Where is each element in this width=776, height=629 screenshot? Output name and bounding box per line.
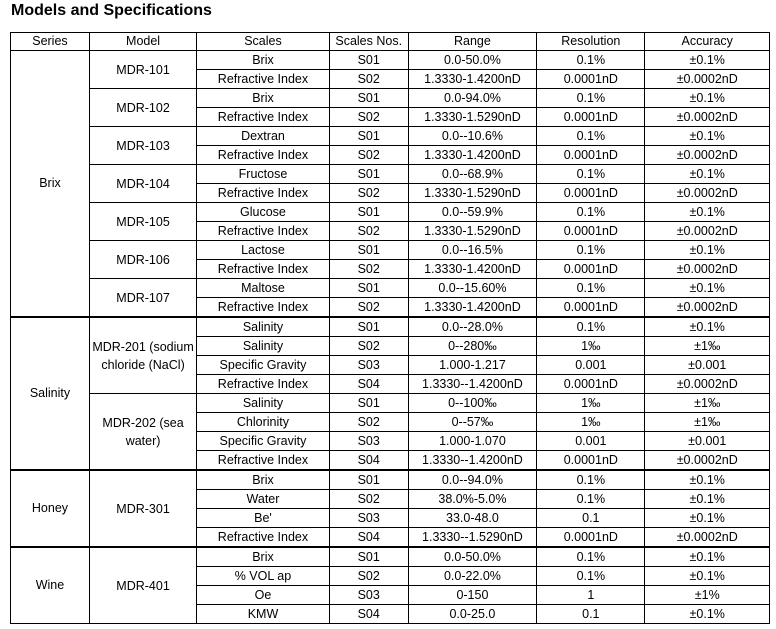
model-cell: MDR-301 <box>89 470 196 547</box>
scale-no-cell: S01 <box>329 394 408 413</box>
resolution-cell: 0.0001nD <box>537 108 645 127</box>
range-cell: 1.3330-1.4200nD <box>408 298 537 318</box>
resolution-cell: 0.1% <box>537 89 645 108</box>
scale-no-cell: S01 <box>329 127 408 146</box>
resolution-cell: 0.1% <box>537 165 645 184</box>
header-series: Series <box>11 33 90 51</box>
range-cell: 1.3330-1.5290nD <box>408 108 537 127</box>
range-cell: 0.0--16.5% <box>408 241 537 260</box>
range-cell: 1.000-1.217 <box>408 356 537 375</box>
scale-no-cell: S01 <box>329 51 408 70</box>
scale-no-cell: S02 <box>329 567 408 586</box>
scale-cell: Dextran <box>197 127 330 146</box>
scale-cell: Specific Gravity <box>197 356 330 375</box>
scale-no-cell: S02 <box>329 222 408 241</box>
scale-no-cell: S03 <box>329 586 408 605</box>
resolution-cell: 1‰ <box>537 394 645 413</box>
accuracy-cell: ±0.1% <box>645 51 770 70</box>
range-cell: 1.000-1.070 <box>408 432 537 451</box>
scale-cell: Refractive Index <box>197 70 330 89</box>
scale-no-cell: S04 <box>329 451 408 471</box>
accuracy-cell: ±0.1% <box>645 241 770 260</box>
resolution-cell: 0.0001nD <box>537 260 645 279</box>
accuracy-cell: ±0.1% <box>645 567 770 586</box>
accuracy-cell: ±1% <box>645 586 770 605</box>
scale-no-cell: S01 <box>329 279 408 298</box>
scale-no-cell: S02 <box>329 184 408 203</box>
resolution-cell: 0.1% <box>537 317 645 337</box>
range-cell: 0--57‰ <box>408 413 537 432</box>
scale-cell: KMW <box>197 605 330 624</box>
resolution-cell: 0.1% <box>537 470 645 490</box>
range-cell: 0.0--68.9% <box>408 165 537 184</box>
scale-cell: Oe <box>197 586 330 605</box>
resolution-cell: 0.0001nD <box>537 184 645 203</box>
scale-cell: Refractive Index <box>197 451 330 471</box>
scale-no-cell: S01 <box>329 547 408 567</box>
accuracy-cell: ±0.1% <box>645 317 770 337</box>
scale-no-cell: S01 <box>329 317 408 337</box>
accuracy-cell: ±0.1% <box>645 127 770 146</box>
scale-no-cell: S02 <box>329 298 408 318</box>
resolution-cell: 0.1% <box>537 490 645 509</box>
scale-cell: Refractive Index <box>197 298 330 318</box>
accuracy-cell: ±0.1% <box>645 547 770 567</box>
accuracy-cell: ±1‰ <box>645 394 770 413</box>
resolution-cell: 0.1% <box>537 279 645 298</box>
scale-cell: Refractive Index <box>197 528 330 548</box>
range-cell: 0.0-50.0% <box>408 547 537 567</box>
scale-no-cell: S03 <box>329 356 408 375</box>
scale-cell: Water <box>197 490 330 509</box>
accuracy-cell: ±0.0002nD <box>645 146 770 165</box>
scale-no-cell: S02 <box>329 413 408 432</box>
series-cell: Honey <box>11 470 90 547</box>
resolution-cell: 0.1% <box>537 547 645 567</box>
scale-cell: Brix <box>197 51 330 70</box>
model-cell: MDR-107 <box>89 279 196 318</box>
resolution-cell: 0.1 <box>537 509 645 528</box>
header-range: Range <box>408 33 537 51</box>
scale-cell: Refractive Index <box>197 108 330 127</box>
table-row <box>11 203 770 222</box>
scale-no-cell: S01 <box>329 241 408 260</box>
accuracy-cell: ±0.0002nD <box>645 298 770 318</box>
accuracy-cell: ±0.1% <box>645 509 770 528</box>
page-title: Models and Specifications <box>11 2 212 19</box>
scale-cell: Salinity <box>197 394 330 413</box>
scale-cell: Refractive Index <box>197 222 330 241</box>
range-cell: 1.3330-1.4200nD <box>408 146 537 165</box>
range-cell: 1.3330-1.4200nD <box>408 260 537 279</box>
resolution-cell: 1‰ <box>537 337 645 356</box>
scale-cell: Refractive Index <box>197 146 330 165</box>
scale-cell: Brix <box>197 89 330 108</box>
scale-cell: Glucose <box>197 203 330 222</box>
resolution-cell: 0.1% <box>537 127 645 146</box>
scale-no-cell: S03 <box>329 432 408 451</box>
series-cell: Brix <box>11 51 90 318</box>
scale-no-cell: S02 <box>329 70 408 89</box>
resolution-cell: 0.1% <box>537 241 645 260</box>
header-scales-nos: Scales Nos. <box>329 33 408 51</box>
resolution-cell: 0.001 <box>537 432 645 451</box>
model-cell: MDR-106 <box>89 241 196 279</box>
scale-no-cell: S04 <box>329 375 408 394</box>
resolution-cell: 0.0001nD <box>537 375 645 394</box>
accuracy-cell: ±0.0002nD <box>645 375 770 394</box>
scale-cell: Lactose <box>197 241 330 260</box>
table-row <box>11 241 770 260</box>
scale-no-cell: S04 <box>329 605 408 624</box>
scale-cell: Brix <box>197 470 330 490</box>
accuracy-cell: ±1‰ <box>645 413 770 432</box>
series-cell: Wine <box>11 547 90 624</box>
header-accuracy: Accuracy <box>645 33 770 51</box>
scale-cell: Refractive Index <box>197 184 330 203</box>
scale-cell: Salinity <box>197 337 330 356</box>
specifications-table <box>10 32 770 624</box>
table-row <box>11 89 770 108</box>
table-body <box>11 51 770 624</box>
range-cell: 0.0-50.0% <box>408 51 537 70</box>
range-cell: 1.3330-1.5290nD <box>408 222 537 241</box>
scale-cell: Specific Gravity <box>197 432 330 451</box>
accuracy-cell: ±0.001 <box>645 356 770 375</box>
model-cell: MDR-201 (sodium chloride (NaCl) <box>89 317 196 394</box>
range-cell: 1.3330-1.4200nD <box>408 70 537 89</box>
scale-cell: Brix <box>197 547 330 567</box>
model-cell: MDR-202 (sea water) <box>89 394 196 471</box>
table-row <box>11 127 770 146</box>
resolution-cell: 1‰ <box>537 413 645 432</box>
range-cell: 0--100‰ <box>408 394 537 413</box>
scale-no-cell: S04 <box>329 528 408 548</box>
accuracy-cell: ±0.1% <box>645 203 770 222</box>
range-cell: 0.0--28.0% <box>408 317 537 337</box>
range-cell: 1.3330--1.4200nD <box>408 375 537 394</box>
accuracy-cell: ±0.0002nD <box>645 184 770 203</box>
accuracy-cell: ±0.0002nD <box>645 260 770 279</box>
resolution-cell: 0.1 <box>537 605 645 624</box>
table-row <box>11 165 770 184</box>
scale-cell: Fructose <box>197 165 330 184</box>
range-cell: 0.0--59.9% <box>408 203 537 222</box>
model-cell: MDR-104 <box>89 165 196 203</box>
table-header-row <box>11 33 770 51</box>
model-cell: MDR-105 <box>89 203 196 241</box>
range-cell: 0--280‰ <box>408 337 537 356</box>
resolution-cell: 0.0001nD <box>537 298 645 318</box>
model-cell: MDR-101 <box>89 51 196 89</box>
scale-cell: % VOL ap <box>197 567 330 586</box>
scale-cell: Refractive Index <box>197 375 330 394</box>
model-cell: MDR-103 <box>89 127 196 165</box>
resolution-cell: 0.1% <box>537 567 645 586</box>
range-cell: 1.3330--1.5290nD <box>408 528 537 548</box>
scale-no-cell: S03 <box>329 509 408 528</box>
resolution-cell: 0.0001nD <box>537 528 645 548</box>
scale-no-cell: S01 <box>329 470 408 490</box>
scale-cell: Maltose <box>197 279 330 298</box>
series-cell: Salinity <box>11 317 90 470</box>
table-row <box>11 317 770 337</box>
resolution-cell: 0.1% <box>537 203 645 222</box>
resolution-cell: 0.0001nD <box>537 451 645 471</box>
resolution-cell: 1 <box>537 586 645 605</box>
table-row <box>11 279 770 298</box>
range-cell: 0-150 <box>408 586 537 605</box>
accuracy-cell: ±0.1% <box>645 279 770 298</box>
range-cell: 1.3330--1.4200nD <box>408 451 537 471</box>
header-resolution: Resolution <box>537 33 645 51</box>
accuracy-cell: ±0.1% <box>645 89 770 108</box>
resolution-cell: 0.0001nD <box>537 222 645 241</box>
accuracy-cell: ±0.0002nD <box>645 108 770 127</box>
table-row <box>11 470 770 490</box>
resolution-cell: 0.001 <box>537 356 645 375</box>
table-row <box>11 51 770 70</box>
accuracy-cell: ±0.0002nD <box>645 70 770 89</box>
scale-no-cell: S01 <box>329 165 408 184</box>
resolution-cell: 0.1% <box>537 51 645 70</box>
header-model: Model <box>89 33 196 51</box>
accuracy-cell: ±0.0002nD <box>645 528 770 548</box>
scale-no-cell: S02 <box>329 490 408 509</box>
range-cell: 0.0--10.6% <box>408 127 537 146</box>
range-cell: 38.0%-5.0% <box>408 490 537 509</box>
scale-no-cell: S01 <box>329 203 408 222</box>
accuracy-cell: ±0.0002nD <box>645 451 770 471</box>
scale-no-cell: S02 <box>329 260 408 279</box>
scale-no-cell: S02 <box>329 337 408 356</box>
range-cell: 0.0-94.0% <box>408 89 537 108</box>
scale-no-cell: S02 <box>329 108 408 127</box>
range-cell: 0.0-22.0% <box>408 567 537 586</box>
scale-no-cell: S02 <box>329 146 408 165</box>
accuracy-cell: ±1‰ <box>645 337 770 356</box>
table-row <box>11 547 770 567</box>
table-row <box>11 394 770 413</box>
scale-cell: Chlorinity <box>197 413 330 432</box>
accuracy-cell: ±0.1% <box>645 605 770 624</box>
scale-cell: Be' <box>197 509 330 528</box>
accuracy-cell: ±0.001 <box>645 432 770 451</box>
range-cell: 33.0-48.0 <box>408 509 537 528</box>
scale-cell: Salinity <box>197 317 330 337</box>
range-cell: 0.0--94.0% <box>408 470 537 490</box>
accuracy-cell: ±0.1% <box>645 490 770 509</box>
scale-no-cell: S01 <box>329 89 408 108</box>
accuracy-cell: ±0.0002nD <box>645 222 770 241</box>
accuracy-cell: ±0.1% <box>645 470 770 490</box>
range-cell: 0.0-25.0 <box>408 605 537 624</box>
scale-cell: Refractive Index <box>197 260 330 279</box>
range-cell: 0.0--15.60% <box>408 279 537 298</box>
resolution-cell: 0.0001nD <box>537 146 645 165</box>
model-cell: MDR-401 <box>89 547 196 624</box>
resolution-cell: 0.0001nD <box>537 70 645 89</box>
header-scales: Scales <box>197 33 330 51</box>
accuracy-cell: ±0.1% <box>645 165 770 184</box>
range-cell: 1.3330-1.5290nD <box>408 184 537 203</box>
model-cell: MDR-102 <box>89 89 196 127</box>
